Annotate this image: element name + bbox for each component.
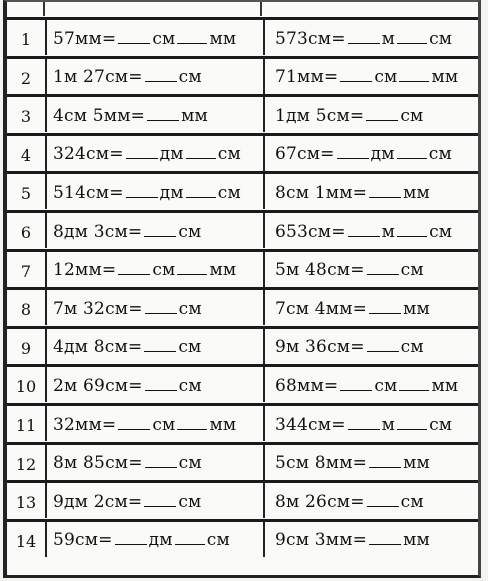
conversion-right — [265, 59, 478, 94]
answer-blank[interactable] — [348, 428, 380, 430]
conversion-left — [47, 174, 265, 209]
row-number: 2 — [7, 59, 47, 94]
unit-label: см — [178, 67, 202, 88]
conversion-left — [47, 445, 265, 480]
expression-text: 59см= — [53, 530, 113, 551]
expression-text: 7см 4мм= — [275, 298, 368, 319]
unit-label: мм — [431, 375, 459, 396]
unit-label: м — [381, 28, 396, 49]
unit-label: см — [178, 453, 202, 474]
answer-blank[interactable] — [369, 466, 401, 468]
conversion-left — [47, 20, 265, 55]
answer-blank[interactable] — [177, 428, 207, 430]
unit-label: см — [429, 221, 453, 242]
conversion-left — [47, 213, 265, 248]
conversion-right — [265, 445, 478, 480]
answer-blank[interactable] — [397, 235, 427, 237]
answer-blank[interactable] — [348, 42, 380, 44]
unit-label: дм — [370, 144, 395, 165]
table-row — [7, 171, 478, 209]
expression-text: 653см= — [275, 221, 346, 242]
conversion-left — [47, 290, 265, 325]
row-number: 13 — [7, 483, 47, 518]
unit-label: мм — [209, 260, 237, 281]
expression-text: 71мм= — [275, 67, 339, 88]
expression-text: 1м 27см= — [53, 67, 143, 88]
row-number: 7 — [7, 252, 47, 287]
answer-blank[interactable] — [126, 196, 158, 198]
table-row — [7, 287, 478, 325]
expression-text: 5м 48см= — [275, 260, 365, 281]
expression-text: 68мм= — [275, 375, 339, 396]
expression-text: 9м 36см= — [275, 337, 365, 358]
unit-label: см — [429, 414, 453, 435]
unit-label: мм — [181, 105, 208, 126]
answer-blank[interactable] — [397, 42, 427, 44]
conversion-left — [47, 97, 265, 132]
answer-blank[interactable] — [186, 196, 216, 198]
conversion-right — [265, 329, 478, 364]
unit-label: м — [381, 414, 396, 435]
unit-label: см — [400, 260, 424, 281]
table-row — [7, 326, 478, 364]
expression-text: 9см 3мм= — [275, 530, 368, 551]
unit-label: дм — [159, 144, 184, 165]
unit-label: см — [178, 298, 202, 319]
answer-blank[interactable] — [144, 350, 176, 352]
answer-blank[interactable] — [397, 428, 427, 430]
conversion-right — [265, 406, 478, 441]
unit-label: см — [429, 28, 453, 49]
unit-label: см — [217, 182, 241, 203]
answer-blank[interactable] — [369, 312, 401, 314]
expression-text: 2м 69см= — [53, 375, 143, 396]
unit-label: мм — [209, 414, 237, 435]
answer-blank[interactable] — [118, 273, 150, 275]
unit-label: дм — [148, 530, 173, 551]
table-row — [7, 56, 478, 94]
answer-blank[interactable] — [147, 119, 179, 121]
row-number: 9 — [7, 329, 47, 364]
row-number: 11 — [7, 406, 47, 441]
expression-text: 4дм 8см= — [53, 337, 143, 358]
answer-blank[interactable] — [144, 505, 176, 507]
conversion-right — [265, 136, 478, 171]
expression-text: 57мм= — [53, 28, 117, 49]
unit-label: см — [374, 67, 398, 88]
expression-text: 5см 8мм= — [275, 453, 368, 474]
unit-label: см — [206, 530, 230, 551]
unit-label: мм — [431, 67, 459, 88]
expression-text: 32мм= — [53, 414, 117, 435]
unit-label: мм — [403, 453, 430, 474]
expression-text: 7м 32см= — [53, 298, 143, 319]
conversion-right — [265, 522, 478, 557]
unit-label: см — [400, 105, 424, 126]
unit-label: дм — [159, 182, 184, 203]
unit-label: см — [178, 491, 202, 512]
unit-label: см — [152, 260, 176, 281]
conversion-left — [47, 406, 265, 441]
conversion-right — [265, 213, 478, 248]
conversion-right — [265, 174, 478, 209]
unit-label: мм — [209, 28, 237, 49]
unit-label: см — [400, 491, 424, 512]
conversion-left — [47, 329, 265, 364]
table-row — [7, 442, 478, 480]
expression-text: 12мм= — [53, 260, 117, 281]
answer-blank[interactable] — [145, 389, 177, 391]
answer-blank[interactable] — [126, 157, 158, 159]
column-divider-stub — [260, 2, 262, 16]
unit-label: см — [178, 337, 202, 358]
unit-label: см — [428, 144, 452, 165]
answer-blank[interactable] — [186, 157, 216, 159]
column-divider-stub — [43, 2, 45, 16]
row-number: 4 — [7, 136, 47, 171]
expression-text: 344см= — [275, 414, 346, 435]
conversion-left — [47, 522, 265, 557]
conversion-left — [47, 367, 265, 402]
expression-text: 324см= — [53, 144, 124, 165]
answer-blank[interactable] — [340, 389, 372, 391]
answer-blank[interactable] — [145, 312, 177, 314]
table-row — [7, 403, 478, 441]
unit-label: см — [374, 375, 398, 396]
unit-label: мм — [403, 298, 430, 319]
unit-label: мм — [403, 530, 430, 551]
answer-blank[interactable] — [145, 80, 177, 82]
answer-blank[interactable] — [399, 80, 429, 82]
expression-text: 8м 85см= — [53, 453, 143, 474]
answer-blank[interactable] — [340, 80, 372, 82]
answer-blank[interactable] — [367, 505, 399, 507]
answer-blank[interactable] — [144, 235, 176, 237]
expression-text: 4см 5мм= — [53, 105, 146, 126]
answer-blank[interactable] — [118, 428, 150, 430]
answer-blank[interactable] — [367, 350, 399, 352]
answer-blank[interactable] — [367, 273, 399, 275]
expression-text: 1дм 5см= — [275, 105, 365, 126]
unit-label: см — [217, 144, 241, 165]
row-number: 5 — [7, 174, 47, 209]
row-number: 6 — [7, 213, 47, 248]
answer-blank[interactable] — [145, 466, 177, 468]
unit-label: см — [152, 28, 176, 49]
unit-label: м — [381, 221, 396, 242]
table-row — [7, 94, 478, 132]
expression-text: 8м 26см= — [275, 491, 365, 512]
unit-label: мм — [403, 182, 430, 203]
expression-text: 9дм 2см= — [53, 491, 143, 512]
unit-label: см — [178, 221, 202, 242]
table-row — [7, 17, 478, 55]
row-number: 1 — [7, 20, 47, 55]
row-number: 14 — [7, 522, 47, 557]
unit-label: см — [152, 414, 176, 435]
table-row — [7, 519, 478, 557]
answer-blank[interactable] — [366, 119, 398, 121]
expression-text: 8см 1мм= — [275, 182, 368, 203]
unit-label: см — [178, 375, 202, 396]
answer-blank[interactable] — [369, 196, 401, 198]
conversion-right — [265, 483, 478, 518]
row-number: 8 — [7, 290, 47, 325]
worksheet-table — [3, 0, 481, 578]
answer-blank[interactable] — [337, 157, 369, 159]
table-row — [7, 480, 478, 518]
table-row — [7, 133, 478, 171]
conversion-left — [47, 483, 265, 518]
conversion-right — [265, 290, 478, 325]
row-number: 3 — [7, 97, 47, 132]
answer-blank[interactable] — [397, 157, 427, 159]
conversion-left — [47, 136, 265, 171]
expression-text: 8дм 3см= — [53, 221, 143, 242]
table-row — [7, 210, 478, 248]
expression-text: 514см= — [53, 182, 124, 203]
expression-text: 67см= — [275, 144, 335, 165]
answer-blank[interactable] — [177, 42, 207, 44]
answer-blank[interactable] — [348, 235, 380, 237]
conversion-right — [265, 20, 478, 55]
answer-blank[interactable] — [175, 543, 205, 545]
conversion-left — [47, 252, 265, 287]
answer-blank[interactable] — [115, 543, 147, 545]
conversion-left — [47, 59, 265, 94]
row-number: 12 — [7, 445, 47, 480]
answer-blank[interactable] — [177, 273, 207, 275]
conversion-right — [265, 367, 478, 402]
table-row — [7, 249, 478, 287]
row-number: 10 — [7, 367, 47, 402]
conversion-right — [265, 97, 478, 132]
answer-blank[interactable] — [369, 543, 401, 545]
conversion-right — [265, 252, 478, 287]
answer-blank[interactable] — [118, 42, 150, 44]
unit-label: см — [400, 337, 424, 358]
answer-blank[interactable] — [399, 389, 429, 391]
table-row — [7, 364, 478, 402]
expression-text: 573см= — [275, 28, 346, 49]
